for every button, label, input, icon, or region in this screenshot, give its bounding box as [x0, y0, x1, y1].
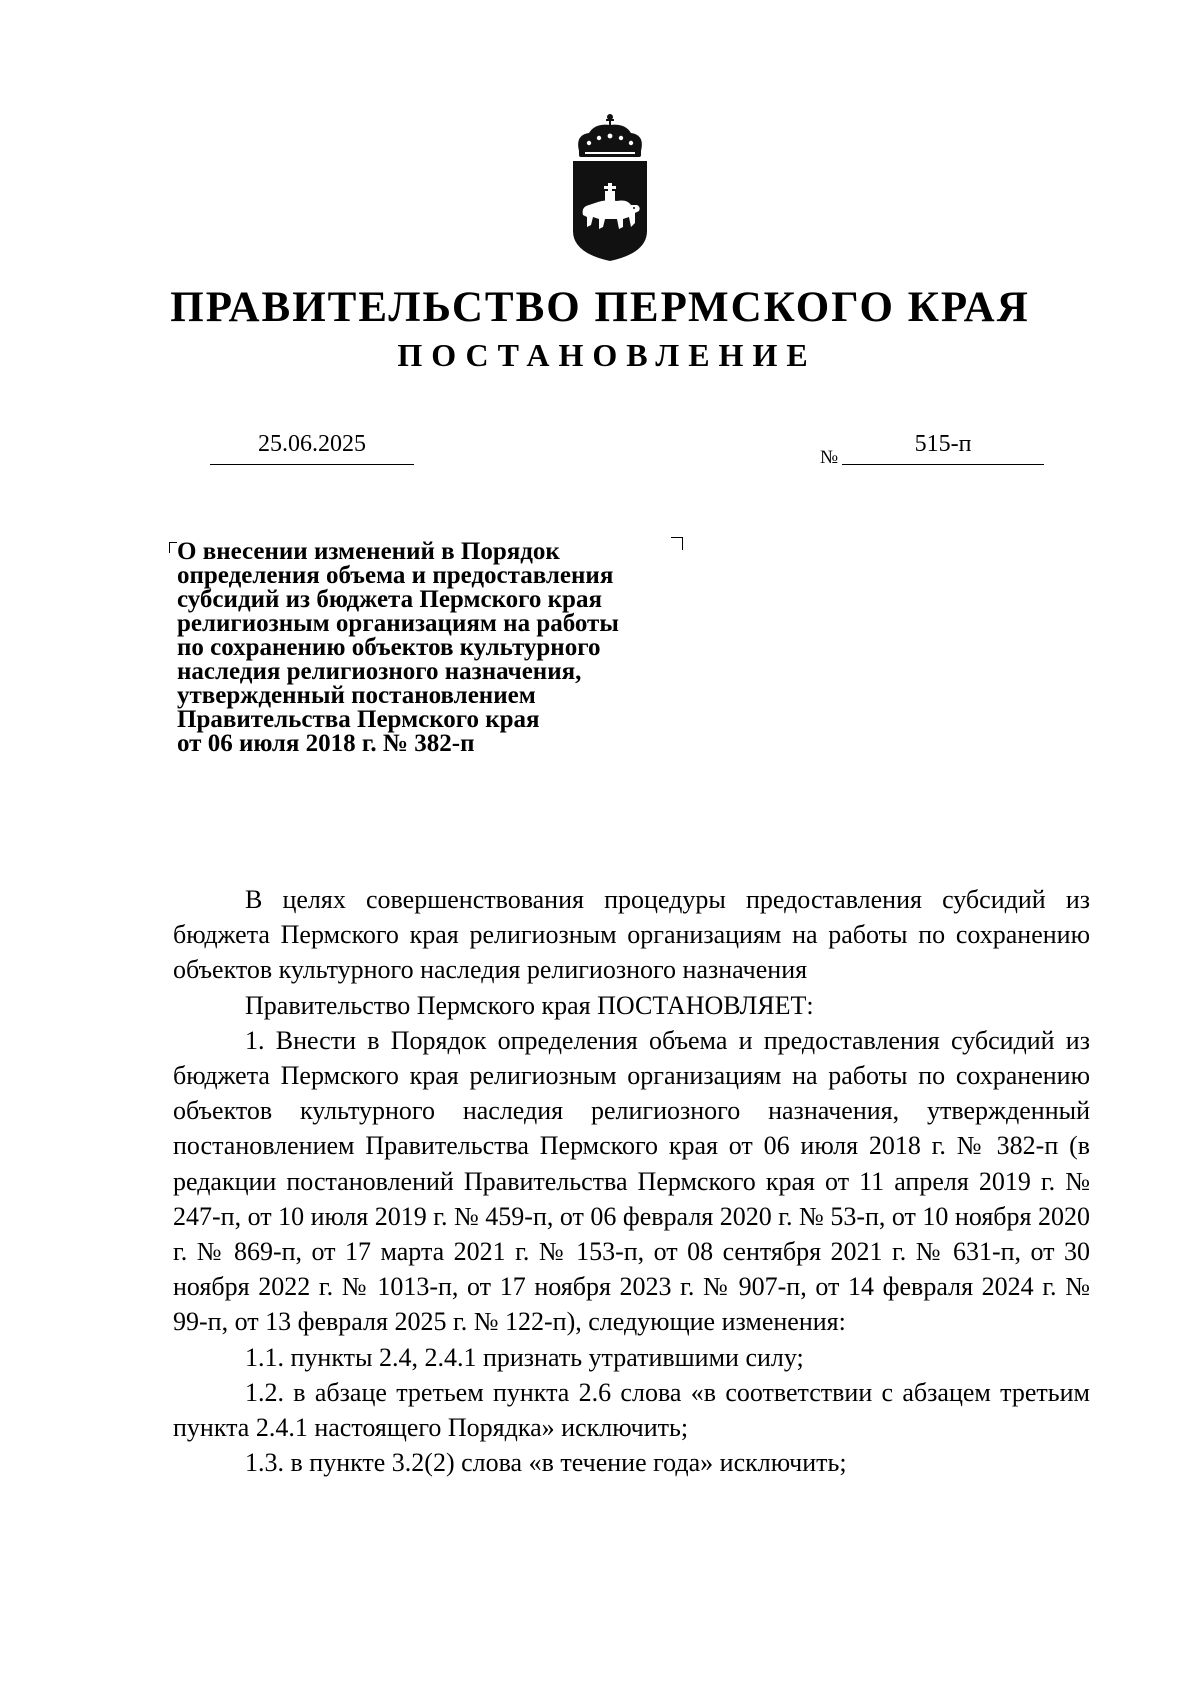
body-paragraph: В целях совершенствования процедуры предоставления субсидий из бюджета Пермского края религиозным организациям на работы по сохранению объектов культурного наследия религиозного назначения — [173, 885, 1090, 985]
number-sign: № — [820, 447, 839, 468]
document-type-title: ПОСТАНОВЛЕНИЕ — [397, 337, 817, 373]
subject-line: по сохранению объектов культурного — [177, 634, 601, 661]
document-subject — [177, 540, 697, 756]
subject-bracket-left — [169, 542, 177, 553]
subject-line: Правительства Пермского края — [177, 706, 540, 733]
subject-line: наследия религиозного назначения, — [177, 658, 582, 685]
subject-line: религиозным организациям на работы — [177, 610, 619, 637]
body-paragraph: 1.3. в пункте 3.2(2) слова «в течение года» исключить; — [245, 1448, 847, 1478]
document-number: 515-п — [842, 424, 1044, 465]
subject-line: утвержденный постановлением — [177, 682, 536, 709]
subject-line: от 06 июля 2018 г. № 382-п — [177, 730, 475, 757]
coat-of-arms-icon — [565, 113, 655, 263]
subject-line: определения объема и предоставления — [177, 562, 614, 589]
body-paragraph: 1. Внести в Порядок определения объема и предоставления субсидий из бюджета Пермского края религиозным организациям на работы по сохранению объектов культурного наследия религиозного назначения, утвержденный постановлением Правительства Пермского края от 06 июля 2018 г. № 382-п (в редакции постановлений Правительства Пермского края от 11 апреля 2019 г. № 247-п, от 10 июля 2019 г. № 459-п, от 06 февраля 2020 г. № 53-п, от 10 ноября 2020 г. № 869-п, от 17 марта 2021 г. № 153-п, от 08 сентября 2021 г. № 631-п, от 30 ноября 2022 г. № 1013-п, от 17 ноября 2023 г. № 907-п, от 14 февраля 2024 г. № 99-п, от 13 февраля 2025 г. № 122-п), следующие изменения: — [173, 1025, 1090, 1337]
subject-line: субсидий из бюджета Пермского края — [177, 586, 602, 613]
government-title: ПРАВИТЕЛЬСТВО ПЕРМСКОГО КРАЯ — [170, 284, 1030, 331]
document-body — [173, 882, 1090, 1480]
document-date: 25.06.2025 — [210, 424, 414, 465]
body-paragraph: 1.2. в абзаце третьем пункта 2.6 слова «в соответствии с абзацем третьим пункта 2.4.1 настоящего Порядка» исключить; — [173, 1377, 1090, 1443]
subject-line: О внесении изменений в Порядок — [177, 538, 560, 565]
body-paragraph: 1.1. пункты 2.4, 2.4.1 признать утратившими силу; — [245, 1342, 804, 1372]
body-paragraph: Правительство Пермского края ПОСТАНОВЛЯЕТ: — [245, 990, 814, 1020]
